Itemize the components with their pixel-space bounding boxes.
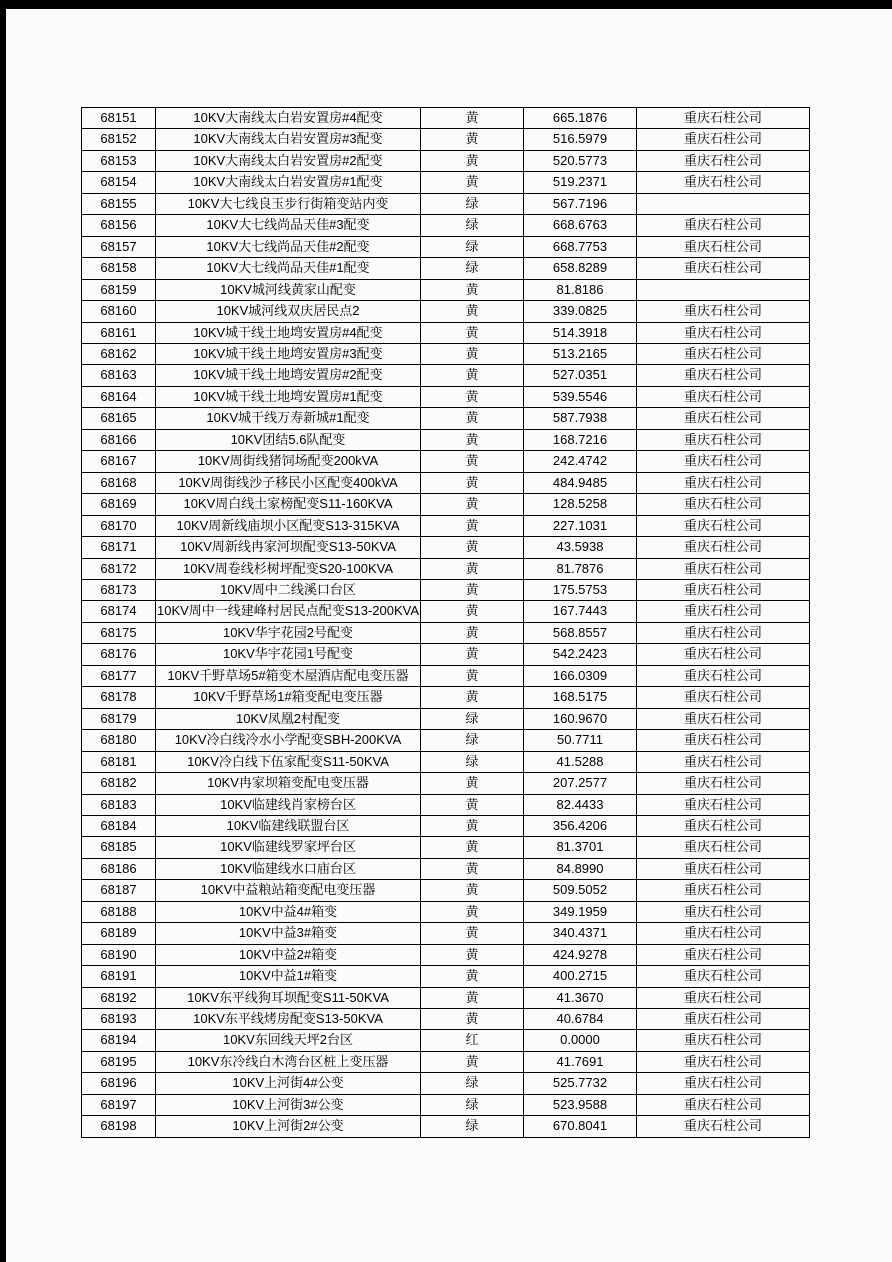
table-row — [82, 837, 810, 858]
cell-id: 68167 — [82, 451, 156, 472]
cell-id: 68166 — [82, 429, 156, 450]
cell-status-color: 黄 — [421, 343, 524, 364]
cell-company: 重庆石柱公司 — [637, 1051, 810, 1072]
cell-status-color: 黄 — [421, 644, 524, 665]
table-row — [82, 301, 810, 322]
cell-company: 重庆石柱公司 — [637, 172, 810, 193]
cell-status-color: 黄 — [421, 1009, 524, 1030]
cell-id: 68180 — [82, 730, 156, 751]
cell-status-color: 黄 — [421, 494, 524, 515]
cell-id: 68153 — [82, 150, 156, 171]
cell-status-color: 黄 — [421, 880, 524, 901]
device-table — [81, 107, 810, 1138]
cell-device-name: 10KV周新线冉家河坝配变S13-50KVA — [156, 537, 421, 558]
cell-load-value: 128.5258 — [524, 494, 637, 515]
cell-load-value: 424.9278 — [524, 944, 637, 965]
cell-company: 重庆石柱公司 — [637, 1073, 810, 1094]
table-row — [82, 515, 810, 536]
table-row — [82, 579, 810, 600]
cell-id: 68161 — [82, 322, 156, 343]
cell-status-color: 黄 — [421, 558, 524, 579]
cell-status-color: 黄 — [421, 858, 524, 879]
cell-status-color: 黄 — [421, 579, 524, 600]
cell-id: 68173 — [82, 579, 156, 600]
cell-status-color: 黄 — [421, 408, 524, 429]
cell-load-value: 166.0309 — [524, 665, 637, 686]
cell-company: 重庆石柱公司 — [637, 451, 810, 472]
cell-load-value: 356.4206 — [524, 815, 637, 836]
cell-id: 68188 — [82, 901, 156, 922]
cell-id: 68181 — [82, 751, 156, 772]
table-row — [82, 236, 810, 257]
cell-status-color: 绿 — [421, 258, 524, 279]
cell-company: 重庆石柱公司 — [637, 343, 810, 364]
cell-id: 68163 — [82, 365, 156, 386]
table-row — [82, 150, 810, 171]
table-row — [82, 537, 810, 558]
cell-company: 重庆石柱公司 — [637, 901, 810, 922]
cell-status-color: 红 — [421, 1030, 524, 1051]
table-row — [82, 343, 810, 364]
cell-status-color: 黄 — [421, 622, 524, 643]
cell-load-value: 514.3918 — [524, 322, 637, 343]
cell-id: 68152 — [82, 129, 156, 150]
cell-load-value: 41.7691 — [524, 1051, 637, 1072]
cell-load-value: 587.7938 — [524, 408, 637, 429]
cell-status-color: 黄 — [421, 815, 524, 836]
cell-status-color: 黄 — [421, 837, 524, 858]
cell-load-value: 84.8990 — [524, 858, 637, 879]
cell-status-color: 绿 — [421, 1073, 524, 1094]
cell-status-color: 黄 — [421, 386, 524, 407]
cell-company: 重庆石柱公司 — [637, 773, 810, 794]
cell-company: 重庆石柱公司 — [637, 494, 810, 515]
cell-load-value: 519.2371 — [524, 172, 637, 193]
cell-status-color: 黄 — [421, 322, 524, 343]
cell-status-color: 黄 — [421, 944, 524, 965]
cell-id: 68151 — [82, 108, 156, 129]
cell-load-value: 668.6763 — [524, 215, 637, 236]
cell-device-name: 10KV东冷线白木湾台区桩上变压器 — [156, 1051, 421, 1072]
cell-company: 重庆石柱公司 — [637, 644, 810, 665]
table-row — [82, 494, 810, 515]
cell-device-name: 10KV冷白线冷水小学配变SBH-200KVA — [156, 730, 421, 751]
cell-load-value: 339.0825 — [524, 301, 637, 322]
cell-status-color: 绿 — [421, 1094, 524, 1115]
cell-status-color: 黄 — [421, 301, 524, 322]
table-row — [82, 172, 810, 193]
table-row — [82, 451, 810, 472]
table-row — [82, 966, 810, 987]
cell-load-value: 50.7711 — [524, 730, 637, 751]
cell-load-value: 41.5288 — [524, 751, 637, 772]
cell-device-name: 10KV大南线太白岩安置房#1配变 — [156, 172, 421, 193]
cell-company: 重庆石柱公司 — [637, 966, 810, 987]
cell-id: 68175 — [82, 622, 156, 643]
cell-id: 68186 — [82, 858, 156, 879]
cell-device-name: 10KV中益2#箱变 — [156, 944, 421, 965]
cell-id: 68172 — [82, 558, 156, 579]
cell-company: 重庆石柱公司 — [637, 386, 810, 407]
cell-id: 68155 — [82, 193, 156, 214]
cell-status-color: 黄 — [421, 1051, 524, 1072]
cell-id: 68185 — [82, 837, 156, 858]
cell-id: 68192 — [82, 987, 156, 1008]
cell-id: 68189 — [82, 923, 156, 944]
cell-device-name: 10KV城干线土地塆安置房#4配变 — [156, 322, 421, 343]
cell-device-name: 10KV中益1#箱变 — [156, 966, 421, 987]
cell-device-name: 10KV华宇花园1号配变 — [156, 644, 421, 665]
cell-load-value: 81.8186 — [524, 279, 637, 300]
cell-company: 重庆石柱公司 — [637, 129, 810, 150]
cell-device-name: 10KV城河线黄家山配变 — [156, 279, 421, 300]
cell-id: 68168 — [82, 472, 156, 493]
cell-load-value: 349.1959 — [524, 901, 637, 922]
cell-device-name: 10KV周街线猪饲场配变200kVA — [156, 451, 421, 472]
table-row — [82, 365, 810, 386]
cell-status-color: 绿 — [421, 1116, 524, 1137]
cell-load-value: 568.8557 — [524, 622, 637, 643]
cell-device-name: 10KV城干线万寿新城#1配变 — [156, 408, 421, 429]
table-row — [82, 751, 810, 772]
cell-id: 68177 — [82, 665, 156, 686]
cell-load-value: 168.7216 — [524, 429, 637, 450]
cell-company: 重庆石柱公司 — [637, 1030, 810, 1051]
cell-status-color: 黄 — [421, 901, 524, 922]
table-row — [82, 622, 810, 643]
cell-device-name: 10KV中益4#箱变 — [156, 901, 421, 922]
cell-device-name: 10KV城干线土地塆安置房#2配变 — [156, 365, 421, 386]
table-row — [82, 386, 810, 407]
cell-device-name: 10KV东平线烤房配变S13-50KVA — [156, 1009, 421, 1030]
cell-company: 重庆石柱公司 — [637, 923, 810, 944]
cell-device-name: 10KV城干线土地塆安置房#3配变 — [156, 343, 421, 364]
cell-id: 68182 — [82, 773, 156, 794]
cell-status-color: 黄 — [421, 515, 524, 536]
cell-load-value: 542.2423 — [524, 644, 637, 665]
cell-id: 68157 — [82, 236, 156, 257]
table-row — [82, 1094, 810, 1115]
table-row — [82, 472, 810, 493]
cell-id: 68171 — [82, 537, 156, 558]
cell-load-value: 82.4433 — [524, 794, 637, 815]
cell-id: 68196 — [82, 1073, 156, 1094]
cell-load-value: 527.0351 — [524, 365, 637, 386]
cell-device-name: 10KV周白线土家榜配变S11-160KVA — [156, 494, 421, 515]
cell-load-value: 41.3670 — [524, 987, 637, 1008]
table-row — [82, 815, 810, 836]
cell-status-color: 绿 — [421, 730, 524, 751]
cell-device-name: 10KV城干线土地塆安置房#1配变 — [156, 386, 421, 407]
table-row — [82, 708, 810, 729]
cell-id: 68178 — [82, 687, 156, 708]
table-row — [82, 1116, 810, 1137]
cell-id: 68193 — [82, 1009, 156, 1030]
cell-status-color: 黄 — [421, 279, 524, 300]
cell-id: 68165 — [82, 408, 156, 429]
cell-company: 重庆石柱公司 — [637, 365, 810, 386]
cell-device-name: 10KV团结5.6队配变 — [156, 429, 421, 450]
cell-load-value: 81.7876 — [524, 558, 637, 579]
cell-load-value: 539.5546 — [524, 386, 637, 407]
cell-device-name: 10KV冷白线下伍家配变S11-50KVA — [156, 751, 421, 772]
cell-id: 68190 — [82, 944, 156, 965]
cell-company: 重庆石柱公司 — [637, 601, 810, 622]
cell-company: 重庆石柱公司 — [637, 322, 810, 343]
cell-load-value: 525.7732 — [524, 1073, 637, 1094]
cell-device-name: 10KV大南线太白岩安置房#3配变 — [156, 129, 421, 150]
cell-company: 重庆石柱公司 — [637, 987, 810, 1008]
cell-device-name: 10KV大七线尚品天佳#2配变 — [156, 236, 421, 257]
cell-company: 重庆石柱公司 — [637, 1009, 810, 1030]
cell-id: 68195 — [82, 1051, 156, 1072]
cell-device-name: 10KV周中一线建峰村居民点配变S13-200KVA — [156, 601, 421, 622]
cell-company: 重庆石柱公司 — [637, 944, 810, 965]
cell-device-name: 10KV城河线双庆居民点2 — [156, 301, 421, 322]
cell-id: 68156 — [82, 215, 156, 236]
table-row — [82, 880, 810, 901]
table-row — [82, 901, 810, 922]
cell-device-name: 10KV周卷线杉树坪配变S20-100KVA — [156, 558, 421, 579]
cell-status-color: 黄 — [421, 537, 524, 558]
cell-company: 重庆石柱公司 — [637, 1094, 810, 1115]
cell-status-color: 黄 — [421, 150, 524, 171]
cell-status-color: 黄 — [421, 172, 524, 193]
cell-device-name: 10KV中益3#箱变 — [156, 923, 421, 944]
cell-status-color: 黄 — [421, 773, 524, 794]
cell-company: 重庆石柱公司 — [637, 150, 810, 171]
cell-company — [637, 279, 810, 300]
cell-id: 68154 — [82, 172, 156, 193]
cell-status-color: 黄 — [421, 987, 524, 1008]
cell-company: 重庆石柱公司 — [637, 301, 810, 322]
cell-device-name: 10KV临建线联盟台区 — [156, 815, 421, 836]
table-row — [82, 644, 810, 665]
cell-status-color: 黄 — [421, 365, 524, 386]
cell-company: 重庆石柱公司 — [637, 537, 810, 558]
cell-company: 重庆石柱公司 — [637, 258, 810, 279]
cell-company: 重庆石柱公司 — [637, 665, 810, 686]
cell-status-color: 黄 — [421, 108, 524, 129]
table-row — [82, 129, 810, 150]
cell-status-color: 绿 — [421, 215, 524, 236]
cell-company: 重庆石柱公司 — [637, 1116, 810, 1137]
cell-status-color: 黄 — [421, 429, 524, 450]
cell-device-name: 10KV周中二线溪口台区 — [156, 579, 421, 600]
cell-company: 重庆石柱公司 — [637, 579, 810, 600]
cell-device-name: 10KV千野草场5#箱变木屋酒店配电变压器 — [156, 665, 421, 686]
table-row — [82, 923, 810, 944]
cell-device-name: 10KV华宇花园2号配变 — [156, 622, 421, 643]
cell-company: 重庆石柱公司 — [637, 408, 810, 429]
cell-id: 68169 — [82, 494, 156, 515]
cell-id: 68176 — [82, 644, 156, 665]
cell-company: 重庆石柱公司 — [637, 108, 810, 129]
cell-company: 重庆石柱公司 — [637, 622, 810, 643]
cell-company: 重庆石柱公司 — [637, 794, 810, 815]
cell-load-value: 516.5979 — [524, 129, 637, 150]
cell-company: 重庆石柱公司 — [637, 215, 810, 236]
cell-device-name: 10KV临建线肖家榜台区 — [156, 794, 421, 815]
cell-load-value: 523.9588 — [524, 1094, 637, 1115]
cell-load-value: 167.7443 — [524, 601, 637, 622]
cell-device-name: 10KV周街线沙子移民小区配变400kVA — [156, 472, 421, 493]
table-row — [82, 730, 810, 751]
table-row — [82, 1073, 810, 1094]
cell-status-color: 绿 — [421, 708, 524, 729]
cell-device-name: 10KV上河街2#公变 — [156, 1116, 421, 1137]
table-row — [82, 944, 810, 965]
cell-device-name: 10KV临建线罗家坪台区 — [156, 837, 421, 858]
table-row — [82, 687, 810, 708]
cell-device-name: 10KV周新线庙坝小区配变S13-315KVA — [156, 515, 421, 536]
cell-load-value: 242.4742 — [524, 451, 637, 472]
cell-load-value: 400.2715 — [524, 966, 637, 987]
cell-load-value: 0.0000 — [524, 1030, 637, 1051]
cell-id: 68197 — [82, 1094, 156, 1115]
cell-id: 68187 — [82, 880, 156, 901]
scan-edge-top — [0, 0, 892, 9]
cell-load-value: 484.9485 — [524, 472, 637, 493]
cell-id: 68184 — [82, 815, 156, 836]
cell-load-value: 40.6784 — [524, 1009, 637, 1030]
table-row — [82, 322, 810, 343]
cell-status-color: 黄 — [421, 665, 524, 686]
table-row — [82, 1030, 810, 1051]
cell-status-color: 绿 — [421, 236, 524, 257]
cell-status-color: 黄 — [421, 687, 524, 708]
cell-load-value: 81.3701 — [524, 837, 637, 858]
table-row — [82, 858, 810, 879]
cell-load-value: 175.5753 — [524, 579, 637, 600]
cell-device-name: 10KV临建线水口庙台区 — [156, 858, 421, 879]
cell-status-color: 黄 — [421, 129, 524, 150]
cell-device-name: 10KV大南线太白岩安置房#2配变 — [156, 150, 421, 171]
table-row — [82, 773, 810, 794]
table-row — [82, 601, 810, 622]
cell-company: 重庆石柱公司 — [637, 236, 810, 257]
table-row — [82, 193, 810, 214]
cell-status-color: 黄 — [421, 923, 524, 944]
cell-load-value: 340.4371 — [524, 923, 637, 944]
cell-company: 重庆石柱公司 — [637, 858, 810, 879]
cell-id: 68183 — [82, 794, 156, 815]
cell-load-value: 670.8041 — [524, 1116, 637, 1137]
table-row — [82, 429, 810, 450]
cell-id: 68160 — [82, 301, 156, 322]
cell-status-color: 黄 — [421, 966, 524, 987]
table-row — [82, 1009, 810, 1030]
cell-id: 68194 — [82, 1030, 156, 1051]
cell-device-name: 10KV中益粮站箱变配电变压器 — [156, 880, 421, 901]
cell-load-value: 160.9670 — [524, 708, 637, 729]
cell-id: 68174 — [82, 601, 156, 622]
cell-device-name: 10KV上河街3#公变 — [156, 1094, 421, 1115]
cell-status-color: 黄 — [421, 472, 524, 493]
cell-load-value: 665.1876 — [524, 108, 637, 129]
table-row — [82, 987, 810, 1008]
cell-id: 68179 — [82, 708, 156, 729]
cell-device-name: 10KV凤凰2村配变 — [156, 708, 421, 729]
cell-load-value: 509.5052 — [524, 880, 637, 901]
cell-load-value: 658.8289 — [524, 258, 637, 279]
scan-edge-left — [0, 0, 6, 1262]
cell-load-value: 227.1031 — [524, 515, 637, 536]
cell-id: 68191 — [82, 966, 156, 987]
cell-status-color: 黄 — [421, 601, 524, 622]
cell-load-value: 567.7196 — [524, 193, 637, 214]
cell-company: 重庆石柱公司 — [637, 751, 810, 772]
cell-load-value: 520.5773 — [524, 150, 637, 171]
cell-company: 重庆石柱公司 — [637, 687, 810, 708]
cell-load-value: 668.7753 — [524, 236, 637, 257]
cell-id: 68198 — [82, 1116, 156, 1137]
table-row — [82, 215, 810, 236]
cell-load-value: 168.5175 — [524, 687, 637, 708]
cell-load-value: 43.5938 — [524, 537, 637, 558]
cell-company — [637, 193, 810, 214]
table-row — [82, 279, 810, 300]
cell-device-name: 10KV大七线尚品天佳#3配变 — [156, 215, 421, 236]
cell-status-color: 黄 — [421, 794, 524, 815]
table-row — [82, 1051, 810, 1072]
cell-status-color: 绿 — [421, 751, 524, 772]
cell-load-value: 513.2165 — [524, 343, 637, 364]
table-row — [82, 558, 810, 579]
cell-id: 68162 — [82, 343, 156, 364]
cell-device-name: 10KV大七线尚品天佳#1配变 — [156, 258, 421, 279]
cell-company: 重庆石柱公司 — [637, 429, 810, 450]
table-row — [82, 108, 810, 129]
cell-id: 68164 — [82, 386, 156, 407]
cell-device-name: 10KV上河街4#公变 — [156, 1073, 421, 1094]
cell-id: 68158 — [82, 258, 156, 279]
device-table-container — [81, 107, 810, 1138]
cell-company: 重庆石柱公司 — [637, 880, 810, 901]
cell-device-name: 10KV千野草场1#箱变配电变压器 — [156, 687, 421, 708]
cell-company: 重庆石柱公司 — [637, 730, 810, 751]
cell-company: 重庆石柱公司 — [637, 472, 810, 493]
table-row — [82, 258, 810, 279]
cell-device-name: 10KV冉家坝箱变配电变压器 — [156, 773, 421, 794]
cell-device-name: 10KV东回线天坪2台区 — [156, 1030, 421, 1051]
cell-company: 重庆石柱公司 — [637, 815, 810, 836]
cell-company: 重庆石柱公司 — [637, 558, 810, 579]
cell-status-color: 绿 — [421, 193, 524, 214]
cell-device-name: 10KV大南线太白岩安置房#4配变 — [156, 108, 421, 129]
cell-id: 68170 — [82, 515, 156, 536]
table-row — [82, 408, 810, 429]
table-row — [82, 794, 810, 815]
cell-load-value: 207.2577 — [524, 773, 637, 794]
cell-company: 重庆石柱公司 — [637, 515, 810, 536]
cell-id: 68159 — [82, 279, 156, 300]
table-row — [82, 665, 810, 686]
cell-company: 重庆石柱公司 — [637, 837, 810, 858]
cell-device-name: 10KV大七线良玉步行街箱变站内变 — [156, 193, 421, 214]
cell-status-color: 黄 — [421, 451, 524, 472]
device-table-body — [82, 108, 810, 1138]
cell-device-name: 10KV东平线狗耳坝配变S11-50KVA — [156, 987, 421, 1008]
cell-company: 重庆石柱公司 — [637, 708, 810, 729]
